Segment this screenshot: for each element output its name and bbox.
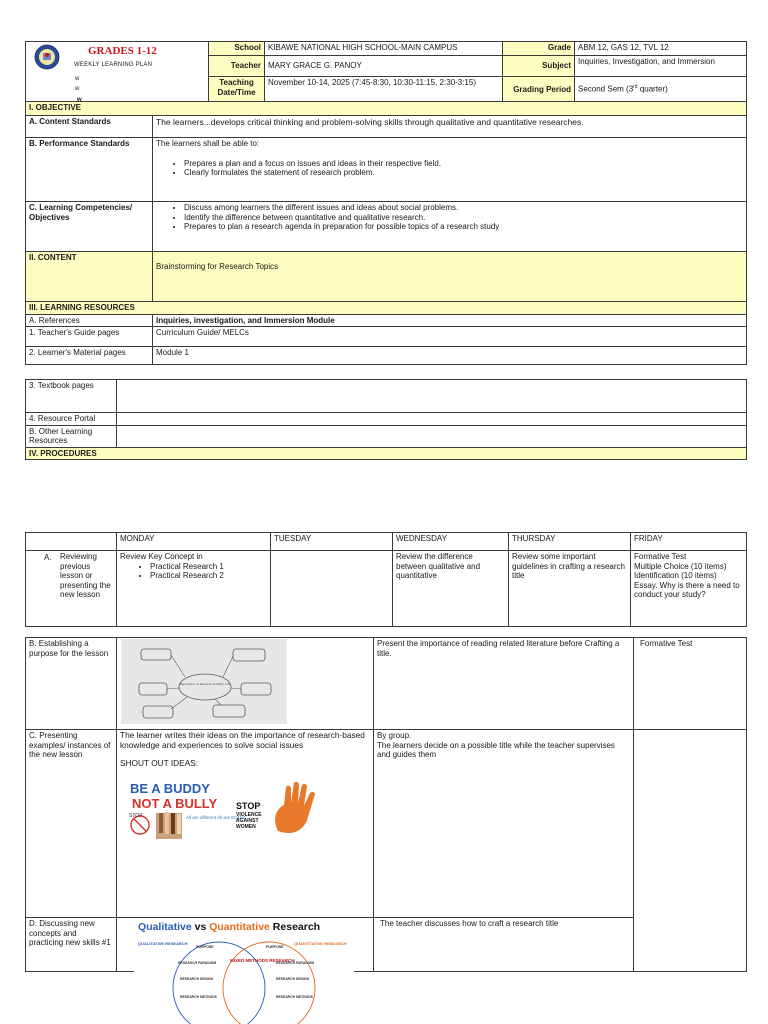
grade-label: Grade <box>503 42 575 56</box>
venn-right-label: QUANTITATIVE RESEARCH <box>294 941 347 946</box>
performance-standards-label: B. Performance Standards <box>26 138 153 202</box>
proc-a-wednesday: Review the difference between qualitative and quantitative <box>393 551 509 627</box>
brand-title: GRADES 1-12 <box>88 45 157 57</box>
proc-c-wednesday-line: The learners decide on a possible title while the teacher supervises and guides them <box>377 740 615 760</box>
qual-vs-quant-venn <box>134 918 354 1006</box>
procedures-a-table <box>25 532 747 627</box>
proc-a-label <box>26 551 117 627</box>
venn-methods-left: RESEARCH METHODS <box>180 995 217 999</box>
proc-c-wednesday-line: By group. <box>377 731 412 740</box>
procedures-bd-table <box>25 637 747 999</box>
day-thursday: THURSDAY <box>509 533 631 551</box>
portal-value <box>117 413 747 426</box>
venn-purpose-left: PURPOSE <box>196 945 214 949</box>
competency-item: • Discuss among learners the different issues and ideas about social problems. <box>184 203 743 213</box>
venn-title-3: Research <box>269 921 321 933</box>
textbook-label: 3. Textbook pages <box>26 380 117 413</box>
venn-purpose-right: PURPOSE <box>266 945 284 949</box>
proc-d-monday <box>117 918 374 999</box>
proc-a-friday-line: Identification (10 items) <box>634 571 717 581</box>
day-blank <box>26 533 117 551</box>
proc-d-label: D. Discussing new concepts and practicing new skills #1 <box>26 918 117 972</box>
poster2-stop: STOP <box>236 800 261 811</box>
procedures-heading: IV. PROCEDURES <box>26 447 747 460</box>
competency-item: • Identify the difference between quantitative and qualitative research. <box>184 213 743 223</box>
performance-standards-value <box>153 138 747 202</box>
period-value <box>575 77 747 103</box>
period-label: Grading Period <box>503 77 575 103</box>
mark-3: w <box>77 97 82 103</box>
performance-item: • Clearly formulates the statement of research problem. <box>184 168 743 178</box>
competencies-label: C. Learning Competencies/ Objectives <box>26 202 153 252</box>
proc-a-friday <box>631 551 747 627</box>
proc-c-monday <box>117 730 374 918</box>
school-label: School <box>209 42 265 56</box>
proc-cd-friday <box>634 730 747 972</box>
proc-a-text: Reviewing previous lesson or presenting the new lesson <box>60 552 111 600</box>
poster1-small: All are different All are EQUAL <box>186 814 247 820</box>
resources-table-2 <box>25 379 747 460</box>
logo-cell <box>26 42 209 103</box>
period-suffix: quarter) <box>637 85 668 95</box>
day-monday: MONDAY <box>117 533 271 551</box>
textbook-value <box>117 380 747 413</box>
venn-paradigm-right: RESEARCH PARADIGM <box>276 961 315 965</box>
content-standards-label: A. Content Standards <box>26 116 153 138</box>
competencies-value <box>153 202 747 252</box>
teaching-label: Teaching Date/Time <box>209 77 265 103</box>
venn-methods-right: RESEARCH METHODS <box>276 995 313 999</box>
performance-list <box>156 159 743 178</box>
other-resources-value <box>117 425 747 447</box>
stop-violence-poster <box>232 779 328 841</box>
proc-a-monday-item: • Practical Research 2 <box>150 571 267 581</box>
teachers-guide-value: Curriculum Guide/ MELCs <box>153 327 747 347</box>
proc-c-monday-text: The learner writes their ideas on the importance of research-based knowledge and experiences to solve social issues <box>120 730 365 750</box>
poster2-line: WOMEN <box>236 823 256 830</box>
performance-item: • Prepares a plan and a focus on issues and ideas in their respective field. <box>184 159 743 169</box>
content-value <box>153 252 747 302</box>
venn-design-right: RESEARCH DESIGN <box>276 977 309 981</box>
objective-heading <box>26 97 747 116</box>
content-heading: II. CONTENT <box>26 252 153 302</box>
portal-label: 4. Resource Portal <box>26 413 117 426</box>
deped-seal-icon <box>34 44 60 70</box>
grade-value: ABM 12, GAS 12, TVL 12 <box>575 42 747 56</box>
competency-item: • Prepares to plan a research agenda in preparation for possible topics of a research study <box>184 222 743 232</box>
plan-subtitle: WEEKLY LEARNING PLAN <box>74 62 153 68</box>
proc-a-friday-line: Formative Test <box>634 552 687 561</box>
teachers-guide-label: 1. Teacher's Guide pages <box>26 327 153 347</box>
proc-a-monday-item: • Practical Research 1 <box>150 562 267 572</box>
venn-paradigm-left: RESEARCH PARADIGM <box>178 961 217 965</box>
teacher-label: Teacher <box>209 55 265 77</box>
objective-heading-text: I. OBJECTIVE <box>29 103 82 112</box>
subject-value: Inquiries, Investigation, and Immersion <box>575 55 747 77</box>
resources-heading: III. LEARNING RESOURCES <box>26 302 747 315</box>
mark-2: w <box>75 86 80 92</box>
poster1-stop: STOP <box>129 812 143 819</box>
svg-text:Qualitative vs Quantitative Re <box>138 921 320 933</box>
mark-1: w <box>75 76 80 82</box>
day-tuesday: TUESDAY <box>271 533 393 551</box>
proc-b-friday <box>634 638 747 730</box>
proc-b-friday-text: Formative Test <box>640 639 693 648</box>
proc-d-wednesday-text: The teacher discusses how to craft a research title <box>380 919 559 928</box>
proc-a-prefix: A. <box>44 553 52 562</box>
references-value: Inquiries, investigation, and Immersion Module <box>153 314 747 327</box>
period-sup: rd <box>633 84 638 91</box>
proc-c-label: C. Presenting examples/ instances of the new lesson <box>26 730 117 918</box>
proc-b-label: B. Establishing a purpose for the lesson <box>26 638 117 730</box>
shout-out-label: SHOUT OUT IDEAS: <box>120 757 199 768</box>
content-text: Brainstorming for Research Topics <box>156 262 279 271</box>
posters-row <box>120 779 370 849</box>
venn-title-2: Quantitative <box>209 921 270 933</box>
teacher-value: MARY GRACE G. PANOY <box>265 55 503 77</box>
proc-b-wednesday: Present the importance of reading related literature before Crafting a title. <box>374 638 634 730</box>
proc-a-monday-list <box>120 562 267 581</box>
brainstorm-diagram <box>121 639 287 724</box>
proc-d-wednesday <box>374 918 634 972</box>
subject-label: Subject <box>503 55 575 77</box>
proc-b-monday <box>117 638 374 730</box>
poster1-line1: BE A BUDDY <box>130 780 210 796</box>
poster2-line: VIOLENCE <box>236 811 262 818</box>
day-wednesday: WEDNESDAY <box>393 533 509 551</box>
proc-a-monday-intro: Review Key Concept in <box>120 552 203 561</box>
learners-material-label: 2. Learner's Material pages <box>26 347 153 365</box>
diagram-center-text: Importance of Research in Daily Life <box>179 682 231 686</box>
proc-a-friday-line: Multiple Choice (10 items) <box>634 561 727 571</box>
poster2-line: AGAINST <box>236 817 259 824</box>
venn-title-1: Qualitative <box>138 921 192 933</box>
learners-material-value: Module 1 <box>153 347 747 365</box>
proc-a-monday <box>117 551 271 627</box>
content-standards-value: The learners...develops critical thinking and problem-solving skills through qualitative and quantitative researches. <box>153 116 747 138</box>
venn-left-label: QUALITATIVE RESEARCH <box>138 941 188 946</box>
other-resources-label: B. Other Learning Resources <box>26 425 117 447</box>
school-value: KIBAWE NATIONAL HIGH SCHOOL-MAIN CAMPUS <box>265 42 503 56</box>
day-friday: FRIDAY <box>631 533 747 551</box>
period-prefix: Second Sem (3 <box>578 85 634 95</box>
performance-intro: The learners shall be able to: <box>156 139 260 148</box>
venn-title-vs: vs <box>191 921 210 933</box>
proc-c-wednesday <box>374 730 634 918</box>
teaching-value: November 10-14, 2025 (7:45-8:30, 10:30-11:15, 2:30-3:15) <box>265 77 503 103</box>
competencies-list <box>156 203 743 232</box>
venn-mid-label: MIXED METHODS RESEARCH <box>230 958 295 963</box>
poster1-line2: NOT A BULLY <box>132 795 218 811</box>
objectives-table <box>25 97 747 365</box>
references-label: A. References <box>26 314 153 327</box>
venn-design-left: RESEARCH DESIGN <box>180 977 213 981</box>
proc-a-tuesday <box>271 551 393 627</box>
proc-a-thursday: Review some important guidelines in crafting a research title <box>509 551 631 627</box>
header-table <box>25 41 747 103</box>
proc-a-friday-line: Essay. Why is there a need to conduct your study? <box>634 580 740 600</box>
orange-hand-icon <box>275 782 315 833</box>
